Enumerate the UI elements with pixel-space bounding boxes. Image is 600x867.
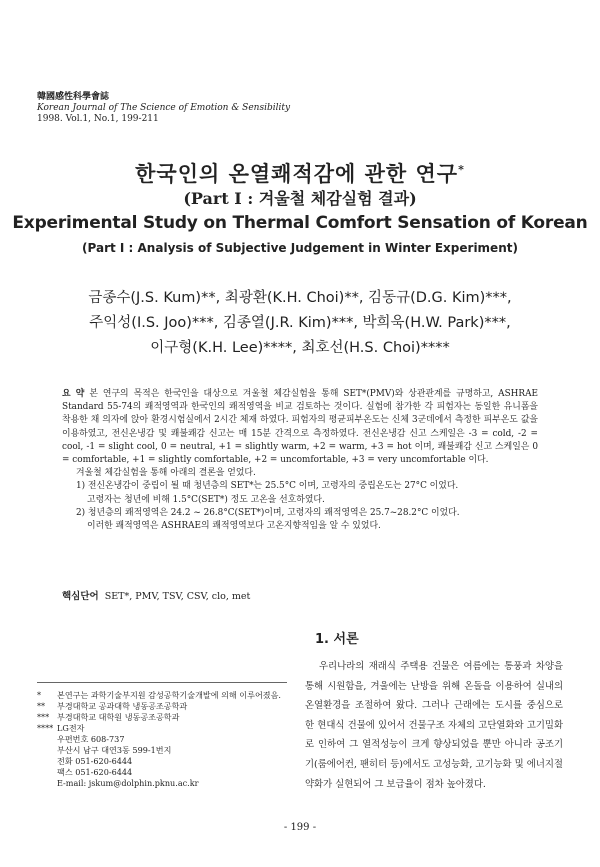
subtitle-english: (Part I : Analysis of Subjective Judgement in Winter Experiment): [82, 241, 518, 255]
footnote-text: LG전자: [57, 723, 85, 733]
abstract-result-1b: 고령자는 청년에 비해 1.5°C(SET*) 정도 고온을 선호하였다.: [87, 494, 325, 505]
title-english: Experimental Study on Thermal Comfort Sensation of Korean: [12, 213, 588, 233]
footnote-text: 부경대학교 공과대학 냉동공조공학과: [57, 701, 188, 711]
abstract-result-1: 1) 전신온냉감이 중립이 될 때 청년층의 SET*는 25.5°C 이며, 고령자의 중립온도는 27°C 이었다.: [76, 481, 459, 492]
abstract-text: 본 연구의 목적은 한국인을 대상으로 겨울철 체감실험을 통해 SET*(PMV)와 상관관계를 규명하고, ASHRAE Standard 55-74의 쾌적영역과 한국인의 쾌적영역을 비교 검토하는 것이다. 실험에 참가한 각 피험자는 동일한 유니폼을 착용한 채 의자에 앉아 환경시험실에서 2시간 체재 하였다. 피험자의 평균피부온도는 신체 3군데에서 측정한 피부온도 값을 이용하였고, 전신온냉감 및 쾌불쾌감 신고는 매 15분 간격으로 측정하였다. 전신온냉감 신고 스케일은 -3 = cold, -2 = cool, -1 = slight cool, 0 = neutral, +1 = slightly warm, +2 = warm, +3 = hot 이며, 쾌불쾌감 신고 스케일은 0 = comfortable, +1 = slightly comfortable, +2 = uncomfortable, +3 = very uncomfortable 이다.: [62, 389, 538, 466]
footnotes: [37, 690, 297, 789]
abstract-intro: 겨울철 체감실험을 통해 아래의 결론을 얻었다.: [76, 468, 256, 479]
introduction-body: [305, 657, 563, 794]
journal-volume: 1998. Vol.1, No.1, 199-211: [37, 114, 159, 124]
journal-header: [37, 92, 290, 125]
journal-name-kr: 韓國感性科學會誌: [37, 92, 110, 102]
keywords: [62, 588, 250, 602]
keywords-label: 핵심단어: [62, 591, 99, 602]
author-line: 주익성(I.S. Joo)***, 김종열(J.R. Kim)***, 박희욱(H.W. Park)***,: [89, 315, 511, 331]
contact-fax-text: 팩스 051-620-6444: [57, 767, 133, 777]
footnote-text: 본연구는 과학기술부지원 감성공학기술개발에 의해 이루어졌음.: [57, 690, 281, 700]
footnote-mark: ****: [37, 723, 54, 733]
footnote: [37, 712, 297, 723]
footnote: [37, 701, 297, 712]
section-heading: 1. 서론: [315, 632, 359, 647]
contact-email: [37, 778, 297, 789]
abstract-result-2b: 이러한 쾌적영역은 ASHRAE의 쾌적영역보다 고온지향적임을 알 수 있었다.: [87, 521, 381, 532]
author-line: 이구형(K.H. Lee)****, 최호선(H.S. Choi)****: [150, 340, 450, 356]
author-line: 금종수(J.S. Kum)**, 최광환(K.H. Choi)**, 김동규(D.G. Kim)***,: [88, 290, 512, 306]
footnote-text: 부경대학교 대학원 냉동공조공학과: [57, 712, 180, 722]
title-korean-text: 한국인의 온열쾌적감에 관한 연구: [135, 161, 459, 186]
abstract-label: 요 약: [62, 389, 85, 399]
footnote-mark: *: [37, 690, 42, 700]
contact-fax: [37, 767, 297, 778]
abstract: [62, 388, 538, 533]
footnote: [37, 690, 297, 701]
keywords-text: SET*, PMV, TSV, CSV, clo, met: [104, 591, 251, 602]
footnote: [37, 723, 297, 734]
page-number: - 199 -: [283, 822, 317, 833]
footnote-mark: ***: [37, 712, 50, 722]
contact-email-text: E-mail: jskum@dolphin.pknu.ac.kr: [57, 778, 199, 788]
introduction-paragraph: 우리나라의 재래식 주택용 건물은 여름에는 통풍과 차양을 통해 시원함을, 겨울에는 난방을 위해 온돌을 이용하여 실내의 온열환경을 조절하여 왔다. 그러나 근래에는 도시를 중심으로 한 현대식 건물에 있어서 건물구조 자체의 고단열화와 고기밀화로 인하여 그 열적성능이 크게 향상되었을 뿐만 아니라 공조기기(룸에어컨, 팬히터 등)에서도 고성능화, 고기능화 및 에너지절약화가 실현되어 그 보급율이 점차 높아졌다.: [305, 661, 563, 790]
contact-postal-text: 우편번호 608-737: [57, 734, 125, 744]
contact-phone-text: 전화 051-620-6444: [57, 756, 133, 766]
author-list: [0, 286, 600, 361]
footnote-mark: **: [37, 701, 46, 711]
contact-phone: [37, 756, 297, 767]
contact-address: [37, 745, 297, 756]
subtitle-korean: (Part I : 겨울철 체감실험 결과): [183, 189, 417, 208]
contact-address-text: 부산시 남구 대연3동 599-1번지: [57, 745, 172, 755]
contact-postal: [37, 734, 297, 745]
title-footnote-mark: *: [458, 163, 465, 176]
footnote-divider: [37, 682, 287, 683]
title-korean: [0, 158, 600, 188]
abstract-result-2: 2) 청년층의 쾌적영역은 24.2 ~ 26.8°C(SET*)이며, 고령자의 쾌적영역은 25.7~28.2°C 이었다.: [76, 507, 460, 518]
journal-name-en: Korean Journal of The Science of Emotion & Sensibility: [37, 103, 291, 113]
